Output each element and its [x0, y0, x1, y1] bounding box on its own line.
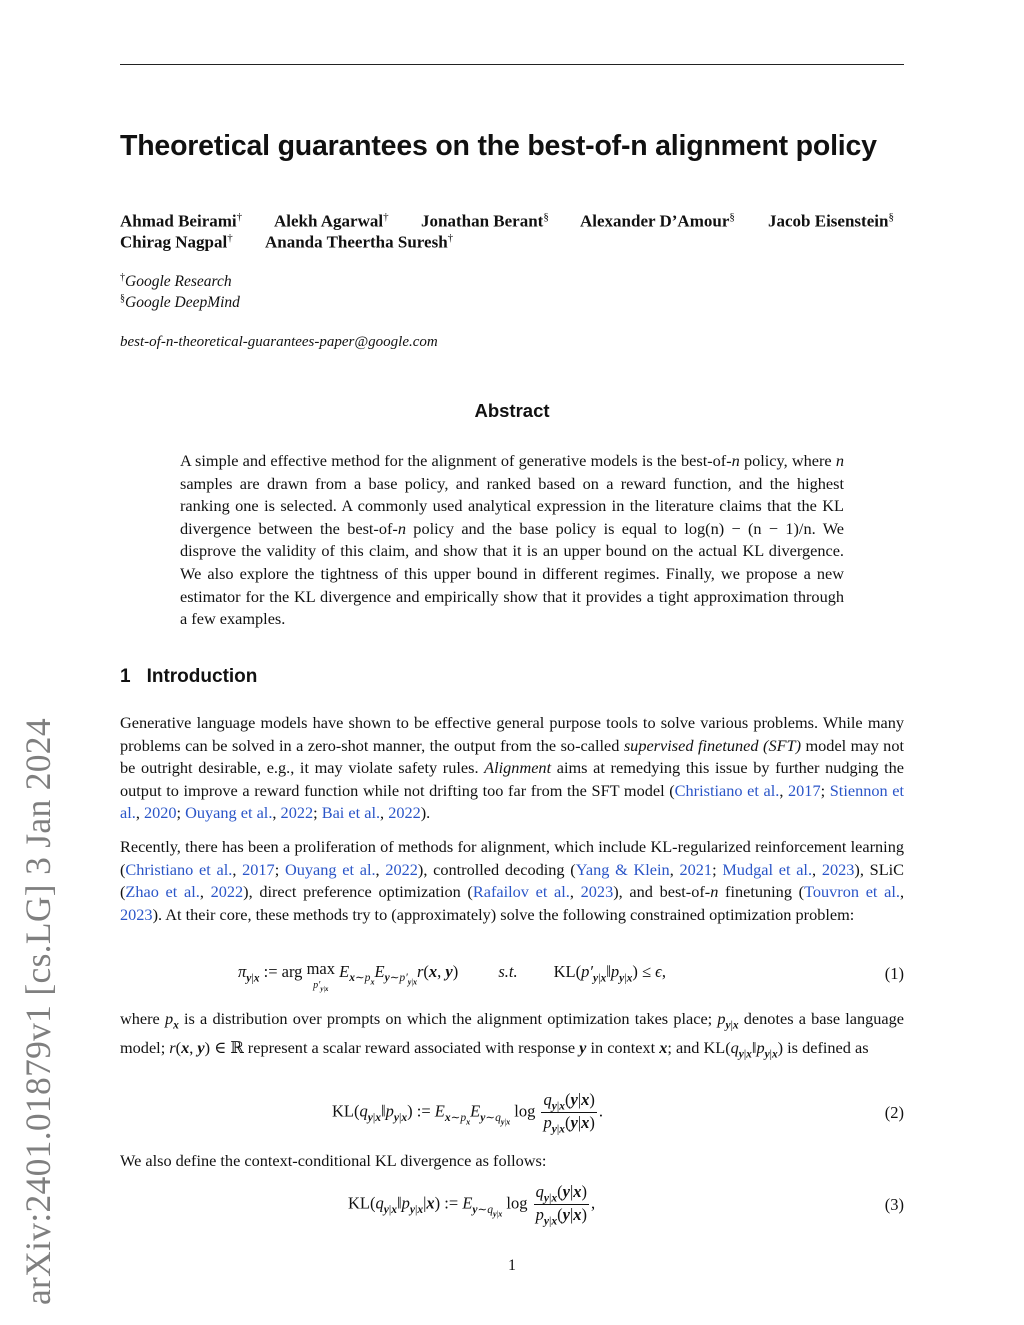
author: Jonathan Berant§ [421, 211, 549, 231]
paper-title: Theoretical guarantees on the best-of-n alignment policy [120, 130, 877, 162]
citation-year-link[interactable]: 2022 [388, 803, 421, 823]
citation-year-link[interactable]: 2022 [280, 803, 314, 823]
contact-email: best-of-n-theoretical-guarantees-paper@google.com [120, 334, 438, 350]
citation-link[interactable]: Christiano et al. [125, 859, 233, 879]
arxiv-stamp: arXiv:2401.01879v1 [cs.LG] 3 Jan 2024 [18, 718, 58, 1305]
page-number: 1 [508, 1257, 516, 1274]
abstract-heading: Abstract [474, 400, 550, 421]
author: Alexander D’Amour§ [580, 211, 735, 231]
equation-1: $\pi_{y|x}$ := arg max $p'_{y|x}$ $E_{x\sim p_x}E_{y\sim p'_{y|x}}r(x$, y) s.t. $KL(p'_{y|x}‖p_{y|x}) \le \epsilon$, (1) [238, 959, 904, 993]
citation-year-link[interactable]: 2023 [120, 904, 153, 924]
section-heading: 1 Introduction [120, 666, 258, 687]
citation-year-link[interactable]: 2022 [210, 882, 244, 902]
citation-link[interactable]: Stiennon et al. [120, 780, 904, 823]
equation-number: (3) [884, 1195, 904, 1214]
citation-year-link[interactable]: 2023 [580, 882, 614, 902]
author: Chirag Nagpal† [120, 232, 233, 252]
author: Jacob Eisenstein§ [768, 211, 894, 231]
intro-paragraph-3: where $p_x$ is a distribution over prompts on which the alignment optimization takes place; $p_{y|x}$ denotes a base language model; r(x, y) ∈ ℝ represent a scalar reward associated with response y in context x; and $KL(q_{y|x}‖p_{y|x})$ is defined as [120, 1009, 905, 1061]
citation-link[interactable]: Ouyang et al. [284, 859, 376, 879]
citation-year-link[interactable]: 2023 [821, 859, 855, 879]
citation-link[interactable]: Christiano et al. [674, 780, 780, 800]
citation-year-link[interactable]: 2022 [385, 859, 418, 879]
citation-link[interactable]: Zhao et al. [125, 882, 200, 902]
intro-paragraph-4: We also define the context-conditional KL divergence as follows: [120, 1151, 547, 1170]
equation-number: (1) [884, 964, 904, 983]
author: Alekh Agarwal† [274, 211, 389, 231]
equation-3: $KL(q_{y|x}‖p_{y|x}|x)$ := $E_{y\sim q_{y|x}}$ log $\frac{q_{y|x}(y|x)}{p_{y|x}(y|x)}$ , (3) [348, 1182, 904, 1228]
citation-link[interactable]: Bai et al. [321, 803, 381, 823]
equation-number: (2) [884, 1103, 904, 1122]
affiliation: §Google DeepMind [120, 293, 240, 312]
citation-year-link[interactable]: 2017 [788, 780, 821, 800]
intro-paragraph-2: Recently, there has been a proliferation of methods for alignment, which include KL-regularized reinforcement learning (Christiano et al., 2017; Ouyang et al., 2022), controlled decoding (Yang & Klein, 2021; Mudgal et al., 2023), SLiC (Zhao et al., 2022), direct preference optimization (Rafailov et al., 2023), and best-of-n finetuning (Touvron et al., 2023). At their core, these methods try to (approximately) solve the following constrained optimization problem: [120, 837, 905, 924]
citation-link[interactable]: Touvron et al. [804, 882, 900, 902]
citation-year-link[interactable]: 2020 [143, 803, 177, 823]
citation-year-link[interactable]: 2021 [679, 859, 713, 879]
citation-year-link[interactable]: 2017 [242, 859, 275, 879]
abstract-text: A simple and effective method for the alignment of generative models is the best-of-n policy, where n samples are drawn from a base policy, and ranked based on a reward function, and the highest ranking one is selected. A commonly used analytical expression in the literature claims that the KL divergence between the best-of-n policy and the base policy is equal to log(n) − (n − 1)/n. We disprove the validity of this claim, and show that it is an upper bound on the actual KL divergence. We also explore the tightness of this upper bound in different regimes. Finally, we propose a new estimator for the KL divergence and empirically show that it provides a tight approximation through a few examples. [180, 451, 844, 629]
citation-link[interactable]: Mudgal et al. [722, 859, 813, 879]
citation-link[interactable]: Ouyang et al. [185, 803, 273, 823]
abstract-formula: log(n) − (n − 1)/n [684, 518, 812, 538]
author: Ananda Theertha Suresh† [265, 232, 454, 252]
citation-link[interactable]: Rafailov et al. [472, 882, 570, 902]
intro-paragraph-1: Generative language models have shown to be effective general purpose tools to solve various problems. While many problems can be solved in a zero-shot manner, the output from the so-called supervised finetuned (SFT) model may not be outright desirable, e.g., it may violate safety rules. Alignment aims at remedying this issue by further nudging the output to improve a reward function while not drifting too far from the SFT model (Christiano et al., 2017; Stiennon et al., 2020; Ouyang et al., 2022; Bai et al., 2022). [120, 713, 904, 823]
equation-2: $KL(q_{y|x}‖p_{y|x})$ := $E_{x\sim p_x}E_{y\sim q_{y|x}}$ log $\frac{q_{y|x}(y|x)}{p_{y|x}(y|x)}$ . (2) [332, 1090, 904, 1136]
citation-link[interactable]: Yang & Klein [575, 859, 670, 879]
author: Ahmad Beirami† [120, 211, 243, 231]
header-rule [120, 64, 904, 65]
affiliation: †Google Research [120, 272, 232, 291]
